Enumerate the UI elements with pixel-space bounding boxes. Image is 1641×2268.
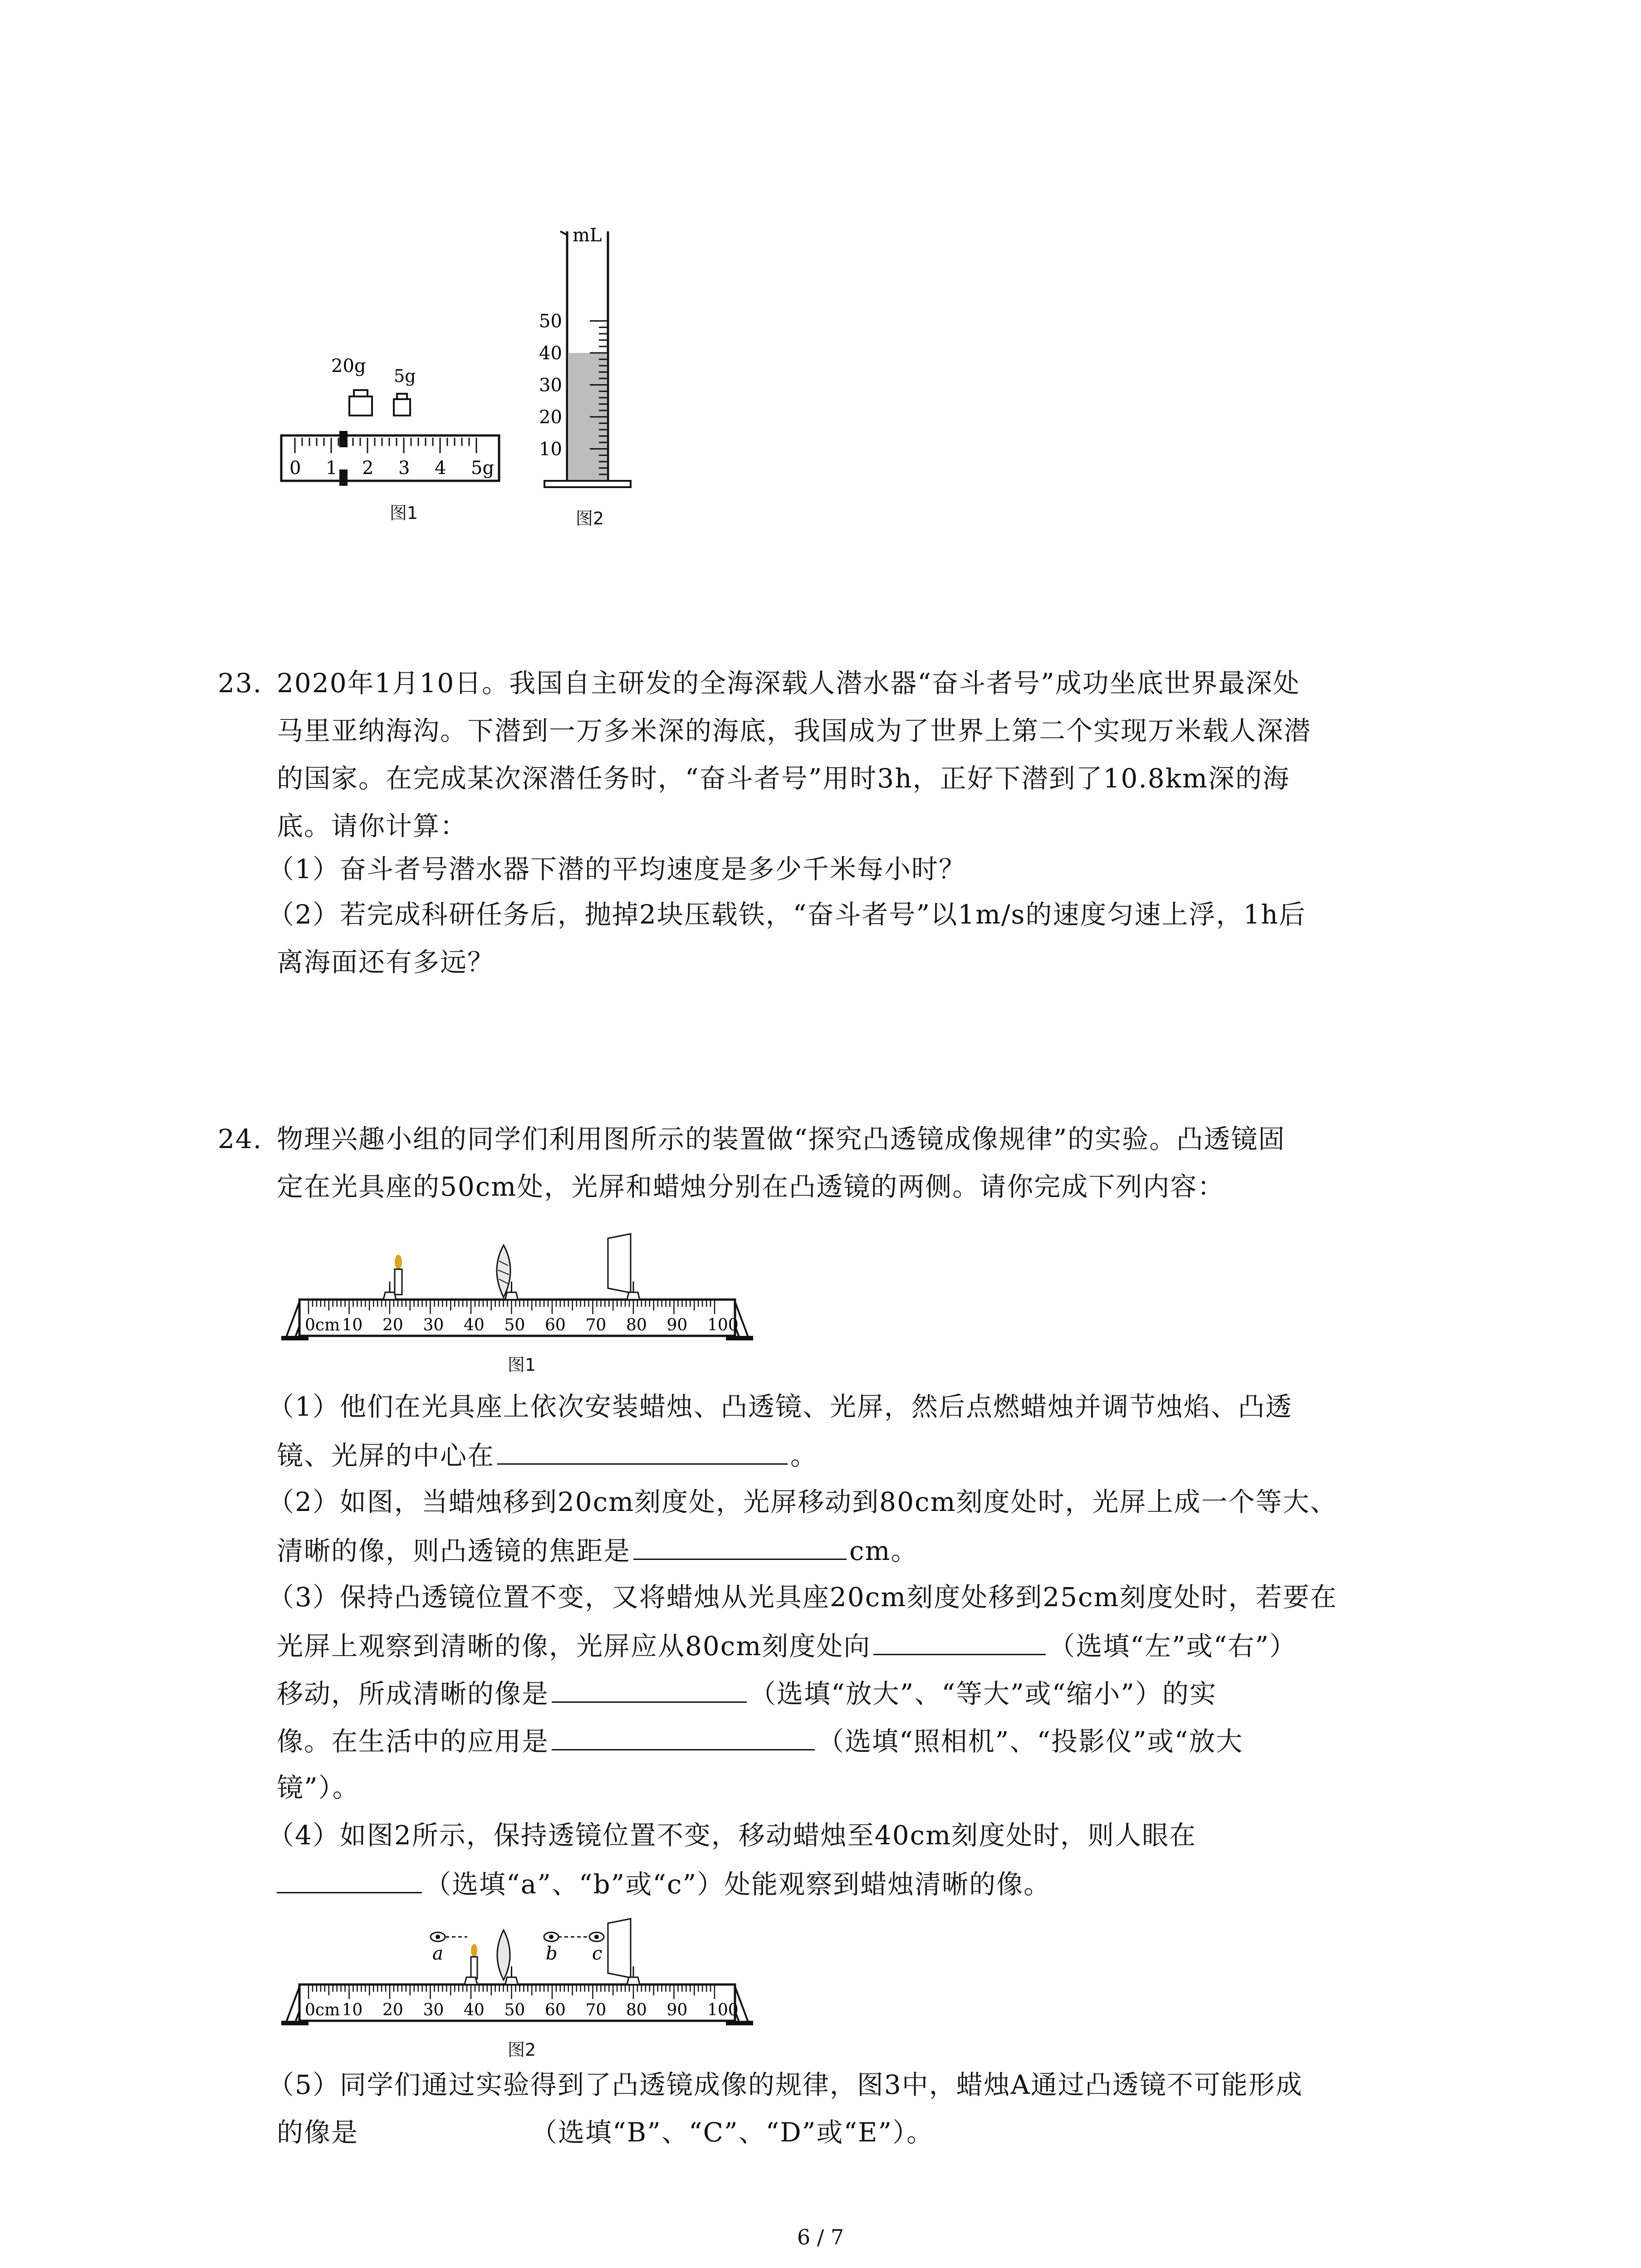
q24-p5-b bbox=[277, 2116, 934, 2149]
cylinder-tick-label: 20 bbox=[539, 407, 562, 428]
q24-p1-b-pre: 镜、光屏的中心在 bbox=[277, 1440, 495, 1471]
q24-p4-b bbox=[277, 1867, 1051, 1901]
mass-20g-icon bbox=[349, 390, 372, 415]
beam-tick-label: 1 bbox=[326, 458, 338, 479]
bench-tick-label: 80 bbox=[626, 1316, 647, 1334]
bench-scale bbox=[281, 1281, 753, 1340]
bench-tick-label: 90 bbox=[666, 1316, 688, 1334]
bench-tick-label: 30 bbox=[423, 2001, 444, 2019]
beam-tick-label: 4 bbox=[435, 458, 446, 479]
bench-tick-label: 0cm bbox=[305, 2001, 340, 2019]
q24-p2-b bbox=[277, 1533, 918, 1567]
bench-tick-label: 100 bbox=[707, 2001, 739, 2019]
q24-p5-b-pre: 的像是 bbox=[277, 2117, 359, 2148]
q24-p5-b-post: （选填“B”、“C”、“D”或“E”）。 bbox=[531, 2117, 934, 2148]
q24-number: 24. bbox=[218, 1124, 263, 1154]
q24-p3-a: （3）保持凸透镜位置不变，又将蜡烛从光具座20cm刻度处移到25cm刻度处时，若要在 bbox=[268, 1582, 1337, 1613]
holder-icon bbox=[627, 1292, 640, 1300]
holder-icon bbox=[505, 1292, 518, 1300]
eye-icon-a bbox=[431, 1932, 445, 1941]
q24-p3-d-pre: 像。在生活中的应用是 bbox=[277, 1726, 549, 1757]
candle-icon bbox=[395, 1255, 402, 1295]
bench-tick-label: 50 bbox=[504, 2001, 525, 2019]
cylinder-tick-label: 50 bbox=[539, 311, 562, 332]
q24-p1-a: （1）他们在光具座上依次安装蜡烛、凸透镜、光屏，然后点燃蜡烛并调节烛焰、凸透 bbox=[268, 1391, 1293, 1422]
position-label-c: c bbox=[592, 1943, 603, 1964]
bench-tick-label: 30 bbox=[423, 1316, 444, 1334]
bench-tick-label: 50 bbox=[504, 1316, 525, 1334]
q24-intro-2: 定在光具座的50cm处，光屏和蜡烛分别在凸透镜的两侧。请你完成下列内容： bbox=[277, 1171, 1225, 1202]
bench-tick-label: 70 bbox=[585, 2001, 607, 2019]
bench-tick-label: 100 bbox=[707, 1316, 739, 1334]
bench-tick-label: 40 bbox=[464, 1316, 485, 1334]
mass-label-20g: 20g bbox=[331, 356, 366, 376]
beam-tick-label: 2 bbox=[362, 458, 374, 479]
bench-tick-label: 0cm bbox=[305, 1316, 340, 1334]
q24-p2-b-post: cm。 bbox=[849, 1535, 918, 1566]
q24-p3-c-pre: 移动，所成清晰的像是 bbox=[277, 1678, 549, 1709]
q24-p1-b bbox=[277, 1438, 818, 1472]
eye-icon-b bbox=[544, 1932, 558, 1941]
candle-icon bbox=[471, 1944, 477, 1979]
figure-24-2-caption: 图2 bbox=[507, 2040, 536, 2060]
bench-tick-label: 10 bbox=[342, 2001, 363, 2019]
q24-p3-b-pre: 光屏上观察到清晰的像，光屏应从80cm刻度处向 bbox=[277, 1631, 871, 1662]
cylinder-unit: mL bbox=[573, 225, 602, 246]
bench-tick-label: 70 bbox=[585, 1316, 607, 1334]
q24-p3-d-post: （选填“照相机”、“投影仪”或“放大 bbox=[818, 1726, 1244, 1757]
bench-tick-label: 20 bbox=[382, 2001, 403, 2019]
q23-sub-2b: 离海面还有多远？ bbox=[277, 947, 495, 978]
beam-rider bbox=[339, 431, 348, 447]
q23-number: 23. bbox=[218, 668, 263, 699]
q24-p3-c-post: （选填“放大”、“等大”或“缩小”）的实 bbox=[749, 1678, 1217, 1709]
beam-tick-label: 3 bbox=[398, 458, 410, 479]
bench-tick-label: 20 bbox=[382, 1316, 403, 1334]
figure-24-1-caption: 图1 bbox=[507, 1355, 536, 1375]
q23-line-3: 的国家。在完成某次深潜任务时，“奋斗者号”用时3h，正好下潜到了10.8km深的海 bbox=[277, 763, 1290, 794]
cylinder-tick-label: 30 bbox=[539, 375, 562, 396]
q24-p3-d bbox=[277, 1724, 1243, 1758]
light-screen-icon bbox=[608, 1919, 631, 1978]
q23-sub-1: （1）奋斗者号潜水器下潜的平均速度是多少千米每小时？ bbox=[268, 854, 966, 885]
mass-5g-icon bbox=[394, 394, 410, 415]
holder-icon bbox=[627, 1977, 640, 1984]
eye-icon-c bbox=[589, 1932, 604, 1941]
answer-blank-5[interactable] bbox=[552, 1724, 815, 1750]
q24-p3-b bbox=[277, 1628, 1297, 1662]
bench-tick-label: 40 bbox=[464, 2001, 485, 2019]
page-number: 6 / 7 bbox=[797, 2225, 844, 2249]
q23-line-4: 底。请你计算： bbox=[277, 811, 468, 841]
q24-p4-a: （4）如图2所示，保持透镜位置不变，移动蜡烛至40cm刻度处时，则人眼在 bbox=[268, 1820, 1197, 1851]
bench-scale bbox=[281, 1966, 753, 2025]
answer-blank-1[interactable] bbox=[497, 1438, 788, 1465]
bench-tick-label: 60 bbox=[545, 2001, 566, 2019]
measuring-cylinder-figure bbox=[535, 222, 644, 494]
holder-icon bbox=[505, 1977, 518, 1984]
answer-blank-4[interactable] bbox=[552, 1676, 747, 1703]
q24-p1-b-post: 。 bbox=[790, 1440, 818, 1471]
q23-line-2: 马里亚纳海沟。下潜到一万多米深的海底，我国成为了世界上第二个实现万米载人深潜 bbox=[277, 715, 1312, 746]
beam-tick-label: 0 bbox=[289, 458, 301, 479]
answer-blank-3[interactable] bbox=[873, 1628, 1046, 1655]
answer-blank-6[interactable] bbox=[277, 1867, 422, 1893]
beam-scale bbox=[281, 435, 499, 481]
bench-tick-label: 10 bbox=[342, 1316, 363, 1334]
position-label-a: a bbox=[432, 1943, 443, 1964]
figure-1-caption: 图1 bbox=[389, 503, 418, 523]
q24-p3-b-post: （选填“左”或“右”） bbox=[1048, 1631, 1297, 1662]
mass-label-5g: 5g bbox=[394, 366, 416, 386]
light-screen-icon bbox=[608, 1234, 631, 1293]
bench-tick-label: 80 bbox=[626, 2001, 647, 2019]
q24-p2-b-pre: 清晰的像，则凸透镜的焦距是 bbox=[277, 1535, 631, 1566]
q23-sub-2a: （2）若完成科研任务后，抛掉2块压载铁，“奋斗者号”以1m/s的速度匀速上浮，1h后 bbox=[268, 899, 1306, 930]
beam-tick-label: 5g bbox=[471, 458, 495, 479]
figure-2-caption: 图2 bbox=[575, 508, 604, 528]
cylinder-tick-label: 40 bbox=[539, 343, 562, 364]
q24-p3-e: 镜”）。 bbox=[277, 1772, 360, 1803]
holder-icon bbox=[465, 1977, 477, 1984]
answer-blank-2[interactable] bbox=[633, 1533, 847, 1560]
q24-p2-a: （2）如图，当蜡烛移到20cm刻度处，光屏移动到80cm刻度处时，光屏上成一个等大、 bbox=[268, 1486, 1337, 1517]
bench-tick-label: 90 bbox=[666, 2001, 688, 2019]
q23-line-1: 2020年1月10日。我国自主研发的全海深载人潜水器“奋斗者号”成功坐底世界最深处 bbox=[277, 668, 1300, 699]
q24-p4-b-post: （选填“a”、“b”或“c”）处能观察到蜡烛清晰的像。 bbox=[425, 1869, 1051, 1900]
convex-lens-icon bbox=[497, 1245, 510, 1297]
q24-p5-a: （5）同学们通过实验得到了凸透镜成像的规律，图3中，蜡烛A通过凸透镜不可能形成 bbox=[268, 2069, 1303, 2100]
position-label-b: b bbox=[546, 1943, 558, 1964]
q24-intro-1: 物理兴趣小组的同学们利用图所示的装置做“探究凸透镜成像规律”的实验。凸透镜固 bbox=[277, 1124, 1286, 1154]
bench-tick-label: 60 bbox=[545, 1316, 566, 1334]
convex-lens-icon bbox=[497, 1930, 510, 1980]
q24-p3-c bbox=[277, 1676, 1217, 1710]
cylinder-tick-label: 10 bbox=[539, 439, 562, 460]
holder-icon bbox=[383, 1292, 396, 1300]
